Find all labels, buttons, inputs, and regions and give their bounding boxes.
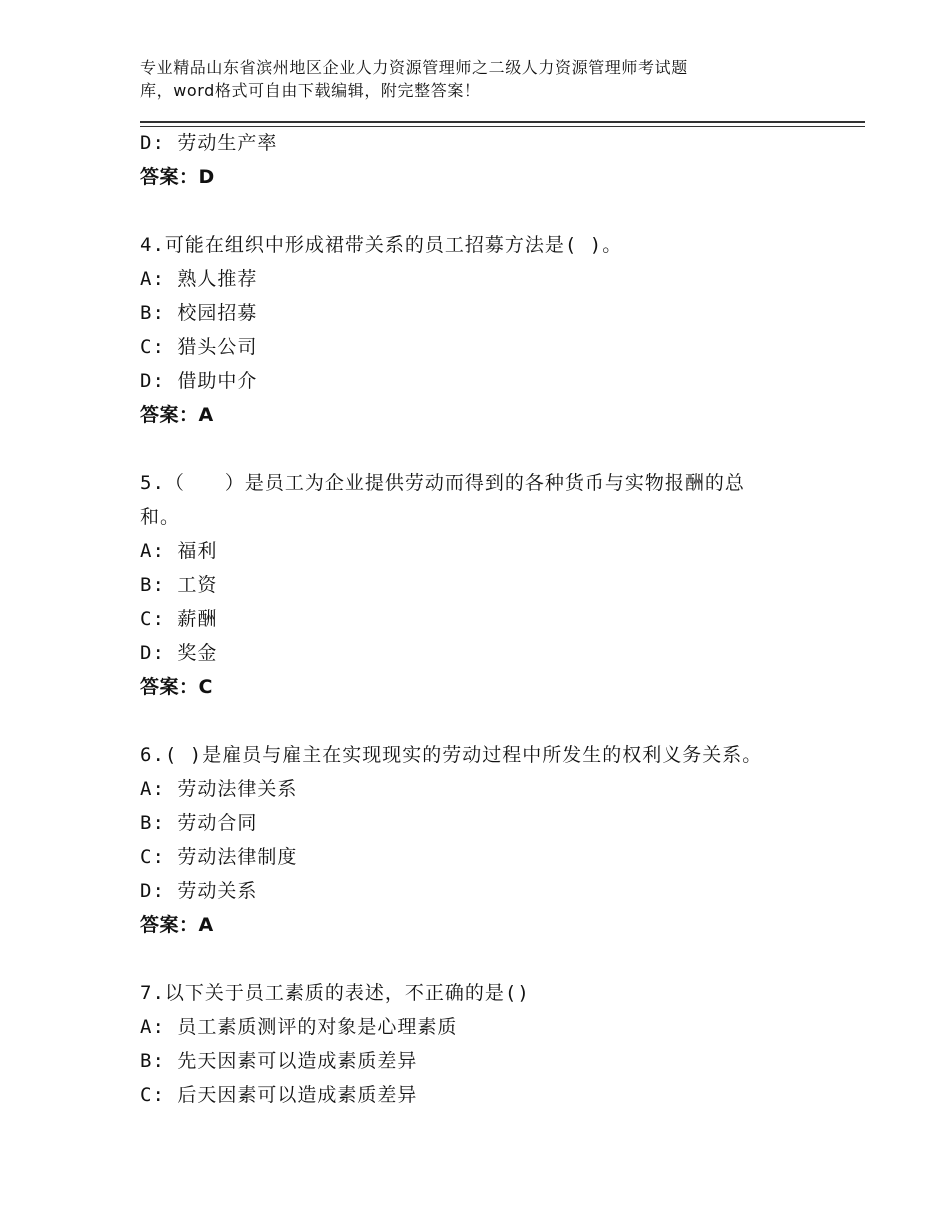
question-stem-line-1: 5.（ ）是员工为企业提供劳动而得到的各种货币与实物报酬的总 (140, 472, 745, 494)
option-c: C: 劳动法律制度 (140, 846, 298, 868)
question-7 (140, 976, 840, 1112)
question-3-tail (140, 126, 840, 194)
question-list (140, 126, 840, 1112)
answer-line: 答案：D (140, 166, 215, 188)
document-header (140, 56, 840, 102)
option-d: D: 劳动关系 (140, 880, 258, 902)
header-title-line-2: 库，word格式可自由下载编辑，附完整答案！ (140, 81, 481, 100)
question-stem: 7.以下关于员工素质的表述，不正确的是() (140, 982, 530, 1004)
spacer (140, 942, 840, 976)
header-divider-thick (140, 121, 865, 123)
option-d: D: 劳动生产率 (140, 132, 278, 154)
option-d: D: 借助中介 (140, 370, 258, 392)
spacer (140, 704, 840, 738)
header-title-line-1: 专业精品山东省滨州地区企业人力资源管理师之二级人力资源管理师考试题 (140, 58, 688, 77)
option-a: A: 员工素质测评的对象是心理素质 (140, 1016, 458, 1038)
option-a: A: 福利 (140, 540, 218, 562)
option-b: B: 工资 (140, 574, 218, 596)
option-c: C: 猎头公司 (140, 336, 258, 358)
question-stem: 6.( )是雇员与雇主在实现现实的劳动过程中所发生的权利义务关系。 (140, 744, 763, 766)
question-stem: 4.可能在组织中形成裙带关系的员工招募方法是( )。 (140, 234, 623, 256)
option-b: B: 劳动合同 (140, 812, 258, 834)
option-a: A: 熟人推荐 (140, 268, 258, 290)
answer-line: 答案：A (140, 914, 214, 936)
question-stem-line-2: 和。 (140, 506, 181, 528)
answer-line: 答案：C (140, 676, 213, 698)
option-c: C: 后天因素可以造成素质差异 (140, 1084, 418, 1106)
spacer (140, 194, 840, 228)
option-b: B: 校园招募 (140, 302, 258, 324)
question-5 (140, 466, 840, 704)
question-4 (140, 228, 840, 432)
spacer (140, 432, 840, 466)
option-b: B: 先天因素可以造成素质差异 (140, 1050, 418, 1072)
option-d: D: 奖金 (140, 642, 218, 664)
question-6 (140, 738, 840, 942)
answer-line: 答案：A (140, 404, 214, 426)
option-c: C: 薪酬 (140, 608, 218, 630)
option-a: A: 劳动法律关系 (140, 778, 298, 800)
